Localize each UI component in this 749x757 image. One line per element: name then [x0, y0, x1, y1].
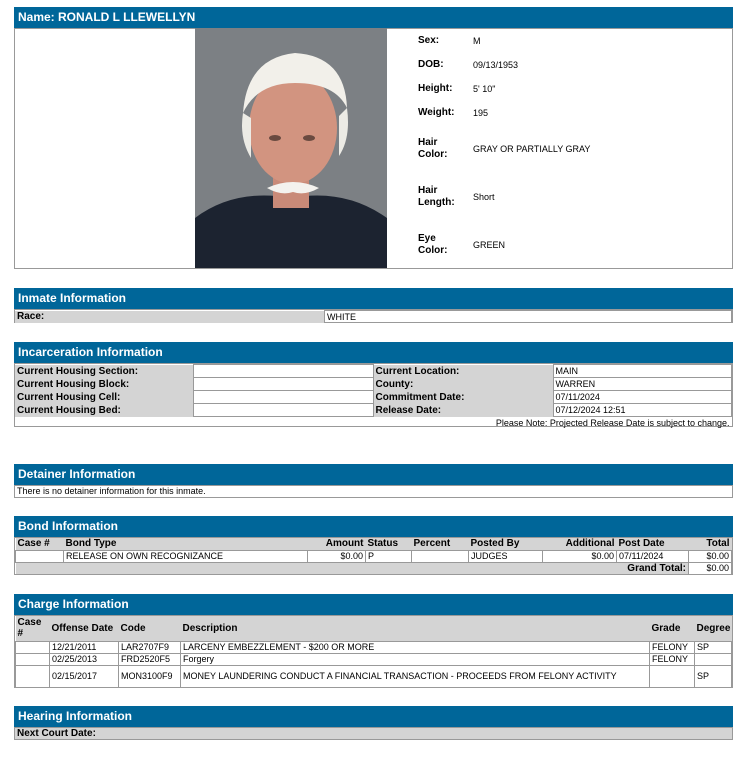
- bond-type: RELEASE ON OWN RECOGNIZANCE: [64, 550, 308, 562]
- charge-degree: SP: [695, 665, 732, 687]
- current-location-value: MAIN: [553, 365, 732, 378]
- release-date-note: Please Note: Projected Release Date is subject to change.: [495, 417, 730, 428]
- charge-offense-date: 12/21/2011: [50, 641, 119, 653]
- charge-grade: FELONY: [650, 641, 695, 653]
- incarceration-header: Incarceration Information: [14, 342, 733, 363]
- bond-total: $0.00: [689, 550, 732, 562]
- charge-col-case: Case #: [16, 616, 50, 641]
- table-row: [16, 550, 732, 562]
- race-label: Race:: [15, 311, 325, 323]
- weight-label: Weight:: [418, 107, 455, 118]
- bond-col-additional: Additional: [543, 538, 617, 550]
- charge-code: FRD2520F5: [119, 653, 181, 665]
- commitment-date-label: Commitment Date:: [373, 391, 553, 404]
- housing-block-value: [193, 378, 373, 391]
- inmate-photo: [195, 28, 387, 268]
- charge-description: MONEY LAUNDERING CONDUCT A FINANCIAL TRANSACTION - PROCEEDS FROM FELONY ACTIVITY: [181, 665, 650, 687]
- county-label: County:: [373, 378, 553, 391]
- bond-col-total: Total: [689, 538, 732, 550]
- housing-section-label: Current Housing Section:: [15, 365, 193, 378]
- charge-col-offense-date: Offense Date: [50, 616, 119, 641]
- county-value: WARREN: [553, 378, 732, 391]
- charge-degree: [695, 653, 732, 665]
- charge-table: [15, 616, 732, 688]
- hair-length-value: Short: [473, 192, 495, 202]
- height-value: 5' 10": [473, 84, 496, 94]
- charge-offense-date: 02/15/2017: [50, 665, 119, 687]
- charge-case: [16, 665, 50, 687]
- hearing-panel: [14, 727, 733, 740]
- incarceration-table: [15, 364, 732, 429]
- incarceration-panel: [14, 363, 733, 427]
- bond-col-posted-by: Posted By: [469, 538, 543, 550]
- charge-degree: SP: [695, 641, 732, 653]
- bond-table: [15, 538, 732, 575]
- eye-color-label: Eye Color:: [418, 233, 448, 256]
- table-row: [16, 641, 732, 653]
- commitment-date-value: 07/11/2024: [553, 391, 732, 404]
- bond-case: [16, 550, 64, 562]
- height-label: Height:: [418, 83, 453, 94]
- hearing-header: Hearing Information: [14, 706, 733, 727]
- charge-grade: [650, 665, 695, 687]
- table-row: [16, 653, 732, 665]
- charge-grade: FELONY: [650, 653, 695, 665]
- current-location-label: Current Location:: [373, 365, 553, 378]
- charge-col-grade: Grade: [650, 616, 695, 641]
- hair-color-label: Hair Color:: [418, 137, 448, 160]
- hair-color-value: GRAY OR PARTIALLY GRAY: [473, 144, 591, 154]
- charge-code: MON3100F9: [119, 665, 181, 687]
- detainer-panel: [14, 485, 733, 498]
- bond-col-type: Bond Type: [64, 538, 308, 550]
- weight-value: 195: [473, 108, 489, 118]
- bond-status: P: [366, 550, 412, 562]
- charge-case: [16, 641, 50, 653]
- bond-col-status: Status: [366, 538, 412, 550]
- charge-offense-date: 02/25/2013: [50, 653, 119, 665]
- charge-col-code: Code: [119, 616, 181, 641]
- charge-case: [16, 653, 50, 665]
- next-court-date-label: Next Court Date:: [15, 728, 732, 739]
- sex-value: M: [473, 36, 481, 46]
- charge-description: Forgery: [181, 653, 650, 665]
- grand-total-value: $0.00: [689, 562, 732, 574]
- inmate-info-panel: [14, 309, 733, 323]
- charge-col-description: Description: [181, 616, 650, 641]
- housing-cell-value: [193, 391, 373, 404]
- release-date-value: 07/12/2024 12:51: [553, 404, 732, 417]
- bond-post-date: 07/11/2024: [617, 550, 689, 562]
- detainer-header: Detainer Information: [14, 464, 733, 485]
- bond-header: Bond Information: [14, 516, 733, 537]
- release-date-label: Release Date:: [373, 404, 553, 417]
- race-value: WHITE: [325, 311, 732, 323]
- charge-header: Charge Information: [14, 594, 733, 615]
- charge-col-degree: Degree: [695, 616, 732, 641]
- bond-additional: $0.00: [543, 550, 617, 562]
- sex-label: Sex:: [418, 35, 440, 46]
- name-header: Name: RONALD L LLEWELLYN: [14, 7, 733, 28]
- housing-block-label: Current Housing Block:: [15, 378, 193, 391]
- dob-label: DOB:: [418, 59, 444, 70]
- housing-cell-label: Current Housing Cell:: [15, 391, 193, 404]
- bond-panel: [14, 537, 733, 575]
- inmate-info-header: Inmate Information: [14, 288, 733, 309]
- mugshot-image: [195, 28, 387, 268]
- housing-bed-label: Current Housing Bed:: [15, 404, 193, 417]
- housing-section-value: [193, 365, 373, 378]
- bond-col-post-date: Post Date: [617, 538, 689, 550]
- bond-posted-by: JUDGES: [469, 550, 543, 562]
- detainer-text: There is no detainer information for this inmate.: [17, 486, 206, 496]
- hair-length-label: Hair Length:: [418, 185, 455, 208]
- charge-panel: [14, 615, 733, 688]
- charge-description: LARCENY EMBEZZLEMENT - $200 OR MORE: [181, 641, 650, 653]
- grand-total-label: Grand Total:: [16, 562, 689, 574]
- dob-value: 09/13/1953: [473, 60, 519, 70]
- charge-code: LAR2707F9: [119, 641, 181, 653]
- table-row: [16, 665, 732, 687]
- bond-percent: [412, 550, 469, 562]
- bond-col-amount: Amount: [308, 538, 366, 550]
- housing-bed-value: [193, 404, 373, 417]
- bond-col-case: Case #: [16, 538, 64, 550]
- bond-col-percent: Percent: [412, 538, 469, 550]
- bond-amount: $0.00: [308, 550, 366, 562]
- eye-color-value: GREEN: [473, 240, 506, 250]
